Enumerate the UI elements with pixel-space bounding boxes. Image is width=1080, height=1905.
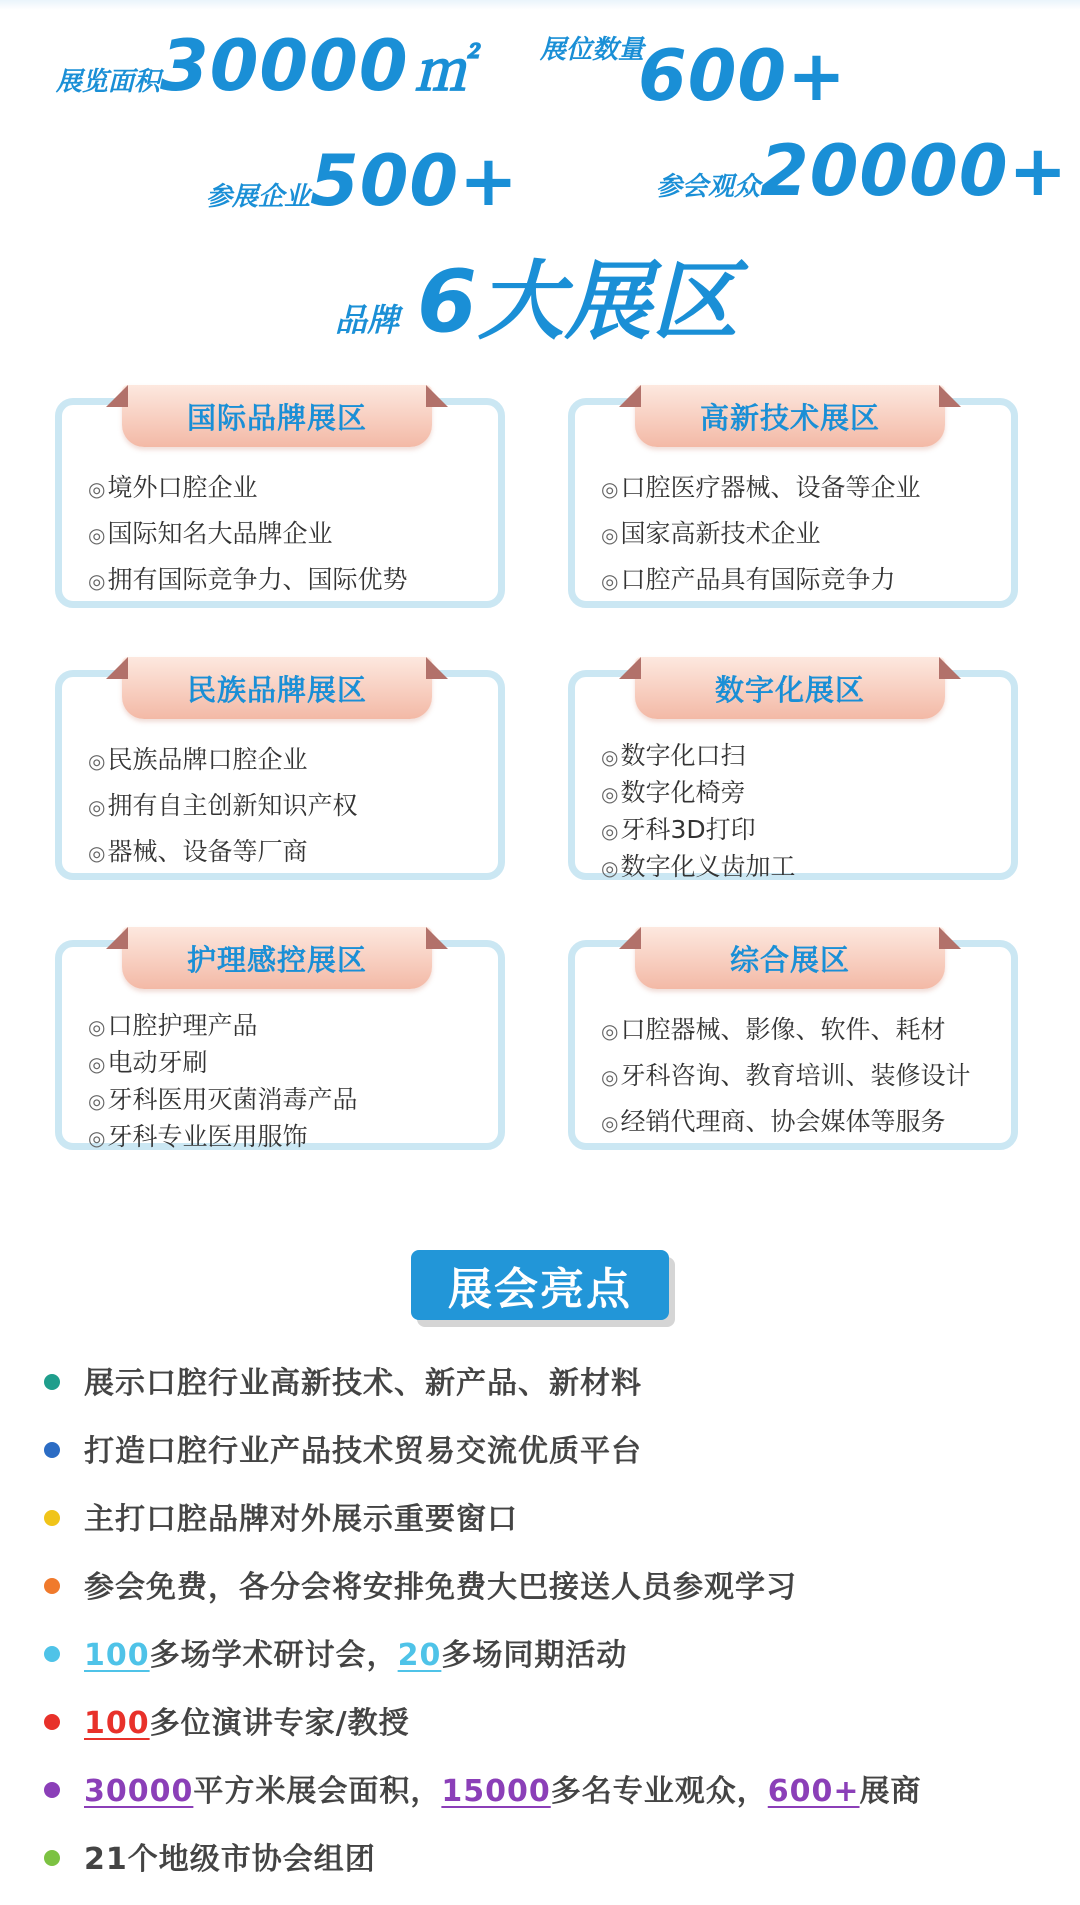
highlight-item [44, 1418, 1054, 1486]
stat-area [56, 25, 471, 107]
highlight-item [44, 1554, 1054, 1622]
highlight-item [44, 1690, 1054, 1758]
highlight-text: 多位演讲专家/教授 [149, 1706, 410, 1741]
highlight-text: 参会免费，各分会将安排免费大巴接送人员参观学习 [84, 1570, 797, 1605]
zone-card-national [55, 670, 505, 880]
stat-booths [540, 35, 847, 117]
bullet-dot-icon [44, 1510, 60, 1526]
zone-card-care [55, 940, 505, 1150]
stat-area-label: 展览面积 [56, 67, 161, 97]
highlight-item [44, 1350, 1054, 1418]
highlight-item [44, 1486, 1054, 1554]
zone-item: ◎ 口腔器械、影像、软件、耗材 [601, 1007, 1001, 1053]
zone-item: ◎ 口腔产品具有国际竞争力 [601, 557, 1001, 603]
zone-item: ◎ 牙科专业医用服饰 [88, 1118, 488, 1155]
zone-item: ◎ 口腔护理产品 [88, 1007, 488, 1044]
zone-card-international [55, 398, 505, 608]
zone-item: ◎ 拥有国际竞争力、国际优势 [88, 557, 488, 603]
highlights-list [44, 1350, 1054, 1894]
highlight-text: 主打口腔品牌对外展示重要窗口 [84, 1502, 518, 1537]
zone-card-general [568, 940, 1018, 1150]
stat-exhibitors-value: 500+ [310, 140, 519, 222]
highlight-text: 平方米展会面积， [193, 1774, 442, 1809]
zone-item: ◎ 数字化义齿加工 [601, 848, 1001, 885]
highlight-number: 600+ [767, 1774, 860, 1809]
stat-area-value: 30000 [160, 25, 409, 107]
bullet-dot-icon [44, 1782, 60, 1798]
zone-item: ◎ 数字化口扫 [601, 737, 1001, 774]
highlight-item [44, 1622, 1054, 1690]
zone-title: 国际品牌展区 [122, 385, 432, 447]
zone-item: ◎ 牙科咨询、教育培训、装修设计 [601, 1053, 1001, 1099]
zone-item: ◎ 口腔医疗器械、设备等企业 [601, 465, 1001, 511]
stat-exhibitors [206, 140, 519, 222]
stat-booths-label: 展位数量 [540, 35, 645, 65]
highlight-number: 15000 [441, 1774, 551, 1809]
bullet-dot-icon [44, 1578, 60, 1594]
zone-list [601, 737, 1001, 885]
highlight-text: 多场同期活动 [441, 1638, 628, 1673]
highlight-text: 打造口腔行业产品技术贸易交流优质平台 [84, 1434, 642, 1469]
zone-title: 高新技术展区 [635, 385, 945, 447]
zone-item: ◎ 国家高新技术企业 [601, 511, 1001, 557]
stat-zones [335, 232, 739, 356]
zone-title: 数字化展区 [635, 657, 945, 719]
zone-item: ◎ 经销代理商、协会媒体等服务 [601, 1099, 1001, 1145]
zone-card-digital [568, 670, 1018, 880]
highlight-text: 21个地级市协会组团 [84, 1842, 376, 1877]
highlight-text: 多名专业观众， [550, 1774, 768, 1809]
stat-booths-value: 600+ [638, 35, 847, 117]
zone-list [88, 465, 488, 603]
zone-title: 民族品牌展区 [122, 657, 432, 719]
stat-audience-label: 参会观众 [656, 172, 761, 202]
stat-audience-value: 20000+ [760, 130, 1069, 212]
stat-audience [656, 130, 1068, 212]
zone-title: 护理感控展区 [122, 927, 432, 989]
zone-item: ◎ 拥有自主创新知识产权 [88, 783, 488, 829]
highlight-number: 20 [397, 1638, 442, 1673]
zone-list [601, 465, 1001, 603]
zone-item: ◎ 国际知名大品牌企业 [88, 511, 488, 557]
highlight-number: 30000 [84, 1774, 194, 1809]
zone-item: ◎ 境外口腔企业 [88, 465, 488, 511]
bullet-dot-icon [44, 1442, 60, 1458]
zone-item: ◎ 电动牙刷 [88, 1044, 488, 1081]
highlight-text: 多场学术研讨会， [149, 1638, 398, 1673]
bullet-dot-icon [44, 1646, 60, 1662]
stat-exhibitors-label: 参展企业 [206, 182, 311, 212]
bullet-dot-icon [44, 1374, 60, 1390]
stat-zones-value: 6大展区 [417, 252, 739, 352]
zone-card-hightech [568, 398, 1018, 608]
zone-item: ◎ 牙科医用灭菌消毒产品 [88, 1081, 488, 1118]
zone-item: ◎ 牙科3D打印 [601, 811, 1001, 848]
zone-item: ◎ 器械、设备等厂商 [88, 829, 488, 875]
highlight-number: 100 [84, 1638, 150, 1673]
highlight-item [44, 1826, 1054, 1894]
zone-item: ◎ 民族品牌口腔企业 [88, 737, 488, 783]
stat-area-unit: ㎡ [414, 39, 471, 104]
bullet-dot-icon [44, 1714, 60, 1730]
highlight-text: 展商 [859, 1774, 922, 1809]
bullet-dot-icon [44, 1850, 60, 1866]
highlight-item [44, 1758, 1054, 1826]
zone-item: ◎ 数字化椅旁 [601, 774, 1001, 811]
zone-list [88, 737, 488, 875]
highlight-text: 展示口腔行业高新技术、新产品、新材料 [84, 1366, 642, 1401]
stat-zones-label: 品牌 [335, 301, 400, 339]
zone-title: 综合展区 [635, 927, 945, 989]
highlights-title: 展会亮点 [411, 1250, 669, 1320]
top-band [0, 0, 1080, 10]
highlight-number: 100 [84, 1706, 150, 1741]
zone-list [601, 1007, 1001, 1145]
zone-list [88, 1007, 488, 1155]
